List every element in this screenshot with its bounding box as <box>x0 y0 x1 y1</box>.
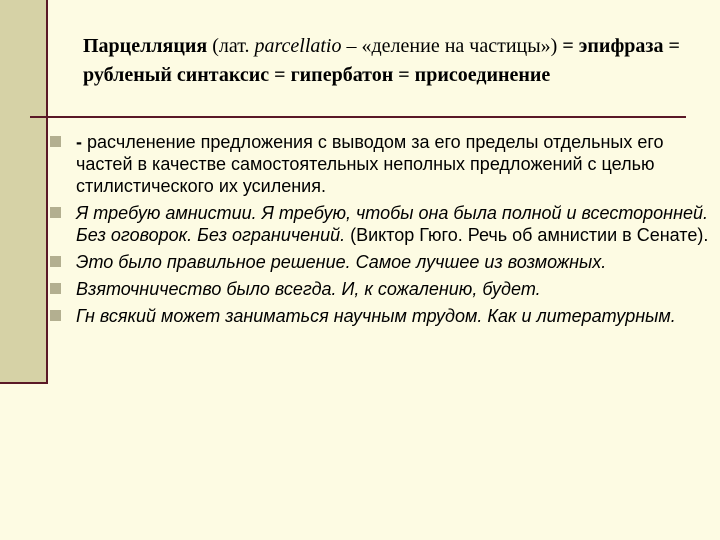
title-eq-2: = <box>663 35 680 57</box>
title-lat-rest: – «деление на частицы») <box>341 35 563 57</box>
title-synonym-4: присоединение <box>414 64 551 86</box>
bullet-source-text: (Виктор Гюго. Речь об амнистии в Сенате). <box>345 225 709 245</box>
bullet-item-example-4 <box>50 305 710 327</box>
sidebar-divider <box>46 0 48 384</box>
square-bullet-icon <box>50 310 61 321</box>
square-bullet-icon <box>50 283 61 294</box>
bullet-example-text: Я требую амнистии. Я требую, чтобы она была полной и всесторонней. Без оговорок. Без ограничений. <box>76 203 709 245</box>
bullet-item-example-2 <box>50 251 710 273</box>
title-lat-prefix: (лат. <box>207 35 255 57</box>
title-lat-word: parcellatio <box>254 35 342 57</box>
slide-title <box>83 32 703 90</box>
sidebar-decoration <box>0 0 46 383</box>
square-bullet-icon <box>50 256 61 267</box>
title-term: Парцелляция <box>83 35 208 57</box>
bullet-item-example-3 <box>50 278 710 300</box>
title-rule <box>30 116 686 118</box>
bullet-example-text: Взяточничество было всегда. И, к сожалению, будет. <box>76 279 541 299</box>
square-bullet-icon <box>50 136 61 147</box>
bullet-example-text: Гн всякий может заниматься научным трудом. Как и литературным. <box>76 306 676 326</box>
bullet-text: расчленение предложения с выводом за его пределы отдельных его частей в качестве самостоятельных неполных предложений с целью стилистического их усиления. <box>76 132 664 196</box>
title-eq-1: = <box>562 35 579 57</box>
bullet-item-definition <box>50 131 710 197</box>
title-eq-4: = <box>393 64 415 86</box>
title-synonym-3: гипербатон <box>290 64 394 86</box>
square-bullet-icon <box>50 207 61 218</box>
title-synonym-1: эпифраза <box>578 35 664 57</box>
sidebar-foot-line <box>0 382 48 384</box>
bullet-list <box>50 131 710 332</box>
bullet-example-text: Это было правильное решение. Самое лучшее из возможных. <box>76 252 607 272</box>
title-eq-3: = <box>269 64 291 86</box>
bullet-item-example-1 <box>50 202 710 246</box>
bullet-dash: - <box>76 132 87 152</box>
title-synonym-2: рубленый синтаксис <box>83 64 270 86</box>
